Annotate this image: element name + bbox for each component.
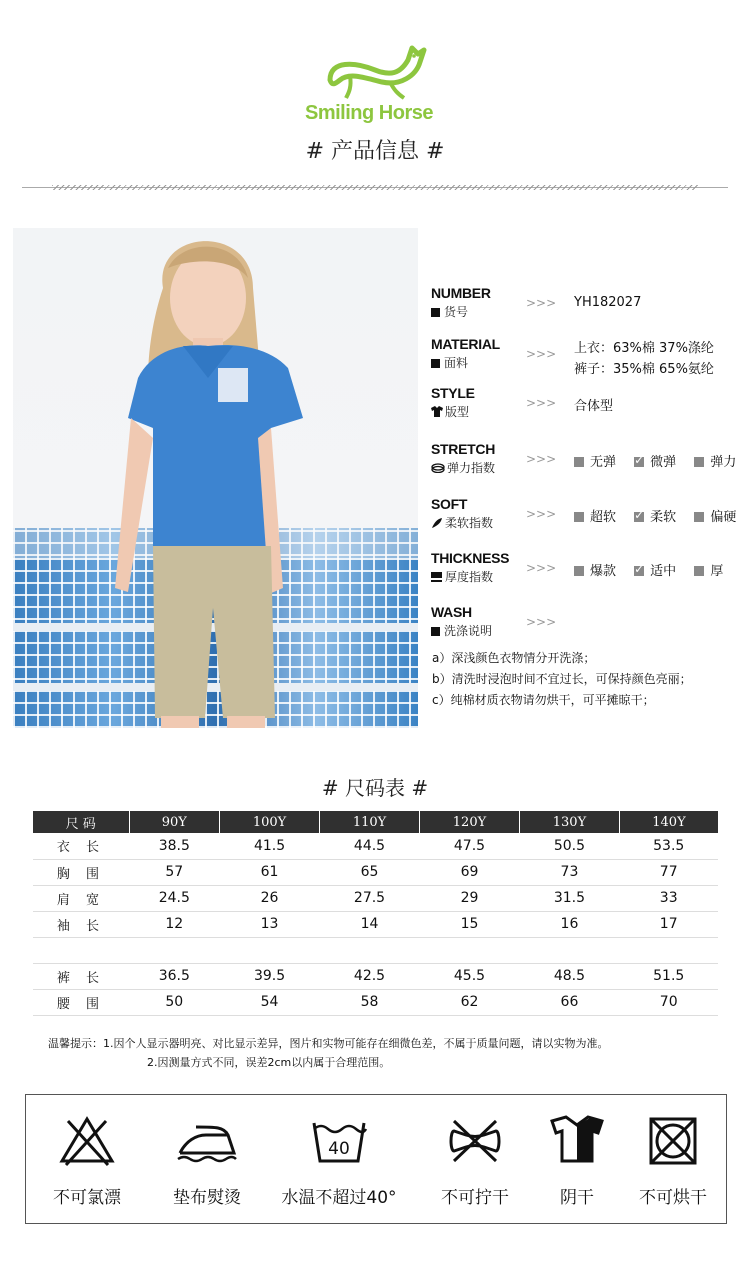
feather-icon (431, 517, 443, 529)
table-cell (519, 937, 619, 963)
table-cell (320, 937, 420, 963)
child-model-image (13, 228, 418, 728)
care-item (618, 1095, 728, 1225)
table-cell: 50 (129, 989, 220, 1015)
option-item: 爆款 (574, 560, 616, 579)
care-label: 阴干 (560, 1188, 594, 1208)
table-cell: 27.5 (320, 885, 420, 911)
table-row (33, 859, 718, 885)
option-item: 厚 (694, 560, 723, 579)
wash-note: c）纯棉材质衣物请勿烘干，可平摊晾干； (432, 693, 655, 707)
table-cell: 62 (420, 989, 520, 1015)
info-label-cn: 弹力指数 (447, 461, 496, 475)
option-item: 无弹 (574, 451, 616, 470)
option-item: 超软 (574, 506, 616, 525)
checkbox-empty-icon (574, 566, 584, 576)
table-header-cell: 110Y (320, 811, 420, 833)
divider (22, 185, 728, 191)
table-cell: 66 (519, 989, 619, 1015)
table-row (33, 833, 718, 859)
tip-line: 2.因测量方式不同，误差2cm以内属于合理范围。 (147, 1056, 391, 1069)
checkbox-empty-icon (574, 512, 584, 522)
row-label: 胸 围 (33, 859, 129, 885)
table-cell: 48.5 (519, 963, 619, 989)
checkbox-empty-icon (574, 457, 584, 467)
table-header-cell: 140Y (619, 811, 718, 833)
table-cell: 16 (519, 911, 619, 937)
arrow-indicator: >>> (526, 347, 557, 361)
checkbox-empty-icon (694, 512, 704, 522)
info-label-en: THICKNESS (431, 550, 510, 566)
option-item: ✓ 微弹 (634, 451, 676, 470)
table-row (33, 989, 718, 1015)
wash-note: b）清洗时浸泡时间不宜过长，可保持颜色亮丽； (432, 672, 692, 686)
table-cell: 29 (420, 885, 520, 911)
wash-temp: 40 (328, 1139, 350, 1159)
row-label: 肩 宽 (33, 885, 129, 911)
table-cell (619, 937, 718, 963)
info-label-cn: 货号 (444, 305, 469, 319)
table-cell: 61 (220, 859, 320, 885)
checkbox-checked-icon (634, 457, 644, 467)
no-bleach-icon (58, 1115, 116, 1167)
table-cell: 17 (619, 911, 718, 937)
size-chart-title: # 尺码表 # (321, 776, 429, 800)
info-label-cn: 洗涤说明 (444, 624, 493, 638)
product-info-title: # 产品信息 # (305, 139, 445, 164)
table-cell: 77 (619, 859, 718, 885)
table-cell: 36.5 (129, 963, 220, 989)
table-row (33, 885, 718, 911)
table-cell: 13 (220, 911, 320, 937)
row-label: 袖 长 (33, 911, 129, 937)
table-cell: 26 (220, 885, 320, 911)
info-label-cn: 面料 (444, 356, 469, 370)
brand-name: Smiling Horse (305, 102, 433, 124)
brand-logo (300, 40, 450, 130)
square-icon (431, 627, 440, 636)
soft-options (574, 506, 750, 525)
tip-line: 温馨提示：1.因个人显示器明亮、对比显示差异，图片和实物可能存在细微色差，不属于质量问题，请以实物为准。 (48, 1037, 609, 1050)
spring-icon (431, 463, 445, 473)
option-item: 偏硬 (694, 506, 736, 525)
size-table (33, 811, 718, 1016)
info-value: 上衣：63%棉 37%涤纶 (574, 341, 714, 356)
table-row (33, 911, 718, 937)
arrow-indicator: >>> (526, 615, 557, 629)
info-value-2: 裤子：35%棉 65%氨纶 (574, 362, 714, 377)
table-cell: 44.5 (320, 833, 420, 859)
care-item (281, 1095, 397, 1225)
wash-notes (432, 648, 692, 711)
arrow-indicator: >>> (526, 561, 557, 575)
info-label-cn: 柔软指数 (445, 516, 494, 530)
care-label: 不可烘干 (639, 1188, 707, 1208)
info-label-en: STYLE (431, 385, 475, 401)
table-cell: 42.5 (320, 963, 420, 989)
table-header-cell: 90Y (129, 811, 220, 833)
row-label (33, 937, 129, 963)
table-cell: 53.5 (619, 833, 718, 859)
table-cell: 69 (420, 859, 520, 885)
row-label: 裤 长 (33, 963, 129, 989)
table-header-cell: 120Y (420, 811, 520, 833)
care-label: 不可拧干 (441, 1188, 509, 1208)
table-cell (129, 937, 220, 963)
option-item: ✓ 适中 (634, 560, 676, 579)
table-cell: 15 (420, 911, 520, 937)
table-cell (220, 937, 320, 963)
info-value: YH182027 (574, 295, 642, 310)
no-wring-icon (446, 1115, 504, 1167)
info-label-en: NUMBER (431, 285, 491, 301)
table-cell: 50.5 (519, 833, 619, 859)
table-header-cell: 100Y (220, 811, 320, 833)
shirt-icon (431, 406, 443, 417)
table-cell: 38.5 (129, 833, 220, 859)
info-label-cn: 版型 (445, 405, 470, 419)
checkbox-checked-icon (634, 566, 644, 576)
table-header-row (33, 811, 718, 833)
square-icon (431, 308, 440, 317)
table-row (33, 963, 718, 989)
table-header-cell: 尺 码 (33, 811, 129, 833)
option-item: ✓ 柔软 (634, 506, 676, 525)
wash-40-icon (310, 1115, 368, 1167)
checkbox-empty-icon (694, 566, 704, 576)
table-cell: 41.5 (220, 833, 320, 859)
info-label-en: MATERIAL (431, 336, 500, 352)
table-cell (420, 937, 520, 963)
horse-icon (320, 40, 430, 102)
table-cell: 51.5 (619, 963, 718, 989)
care-item (32, 1095, 142, 1225)
option-item: 弹力 (694, 451, 736, 470)
table-cell: 73 (519, 859, 619, 885)
info-value: 合体型 (574, 399, 614, 414)
info-label-en: WASH (431, 604, 472, 620)
table-cell: 24.5 (129, 885, 220, 911)
arrow-indicator: >>> (526, 507, 557, 521)
care-label: 水温不超过40° (281, 1188, 397, 1208)
table-cell: 70 (619, 989, 718, 1015)
layers-icon (431, 572, 442, 582)
stretch-options (574, 451, 750, 470)
table-cell: 58 (320, 989, 420, 1015)
row-label: 衣 长 (33, 833, 129, 859)
info-label-en: SOFT (431, 496, 468, 512)
warm-tips (48, 1034, 609, 1072)
square-icon (431, 359, 440, 368)
table-cell: 12 (129, 911, 220, 937)
table-header-cell: 130Y (519, 811, 619, 833)
arrow-indicator: >>> (526, 452, 557, 466)
thickness-options (574, 560, 737, 579)
wash-note: a）深浅颜色衣物情分开洗涤； (432, 651, 596, 665)
shade-dry-icon (550, 1115, 604, 1165)
info-label-en: STRETCH (431, 441, 496, 457)
product-photo (13, 228, 418, 728)
table-cell: 14 (320, 911, 420, 937)
table-cell: 54 (220, 989, 320, 1015)
iron-with-cloth-icon (176, 1115, 238, 1167)
checkbox-empty-icon (694, 457, 704, 467)
no-tumble-dry-icon (647, 1115, 699, 1167)
info-label-cn: 厚度指数 (445, 570, 494, 584)
table-cell: 65 (320, 859, 420, 885)
table-cell: 57 (129, 859, 220, 885)
care-label: 不可氯漂 (53, 1188, 121, 1208)
row-label: 腰 围 (33, 989, 129, 1015)
table-cell: 47.5 (420, 833, 520, 859)
checkbox-checked-icon (634, 512, 644, 522)
table-cell: 39.5 (220, 963, 320, 989)
care-label: 垫布熨烫 (173, 1188, 241, 1208)
table-cell: 45.5 (420, 963, 520, 989)
arrow-indicator: >>> (526, 396, 557, 410)
table-cell: 31.5 (519, 885, 619, 911)
arrow-indicator: >>> (526, 296, 557, 310)
table-row (33, 937, 718, 963)
table-cell: 33 (619, 885, 718, 911)
care-symbols-panel (25, 1094, 727, 1224)
care-item (152, 1095, 262, 1225)
